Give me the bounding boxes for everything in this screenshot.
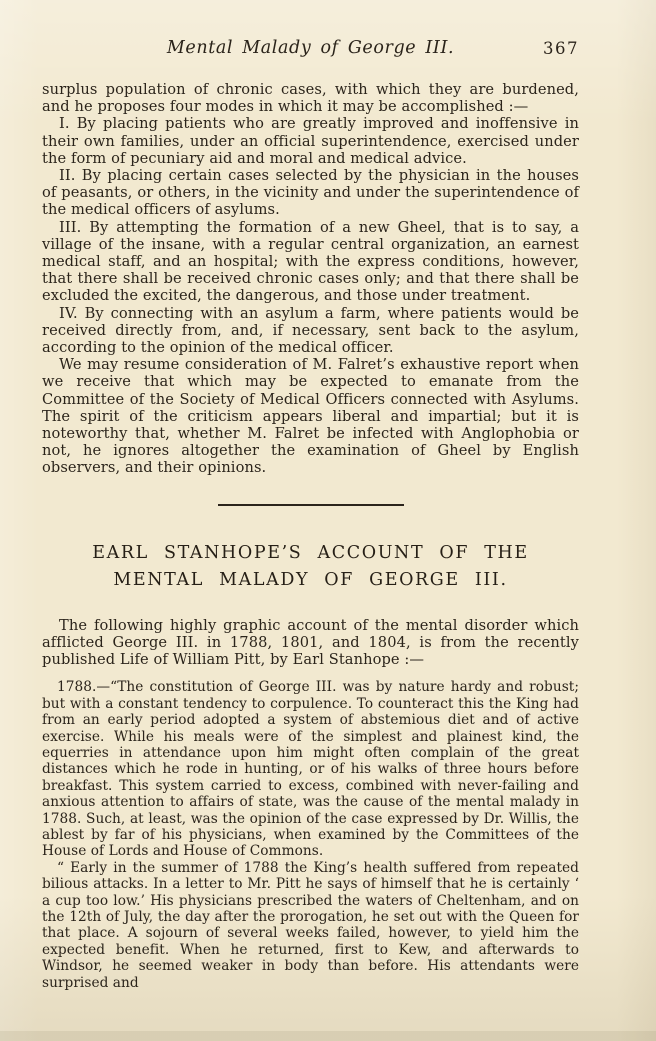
running-title: Mental Malady of George III. (166, 38, 455, 58)
falret-report-section (42, 81, 579, 477)
paragraph: II. By placing certain cases selected by the physician in the houses of peasants, or others, in the vicinity and under the superintendence of the medical officers of asylums. (42, 167, 579, 219)
paragraph: 1788.—“The constitution of George III. was by nature hardy and robust; but with a constant tendency to corpulence. To counteract this the King had from an early period adopted a system of abstemious diet and of active exercise. While his meals were of the simplest and plainest kind, the equerries in attendance upon him might often complain of the great distances which he rode in hunting, or of his walks of three hours before breakfast. This system carried to excess, combined with never-failing and anxious attention to affairs of state, was the cause of the mental malady in 1788. Such, at least, was the opinion of the case expressed by Dr. Willis, the ablest by far of his physicians, when examined by the Committees of the House of Lords and House of Commons. (42, 679, 579, 860)
section-heading (42, 540, 579, 594)
paragraph: The following highly graphic account of the mental disorder which afflicted George III. in 1788, 1801, and 1804, is from the recently published Life of William Pitt, by Earl Stanhope :— (42, 616, 579, 669)
stanhope-quote-section (42, 679, 579, 991)
paragraph: surplus population of chronic cases, with which they are burdened, and he proposes four modes in which it may be accomplished :— (42, 81, 579, 116)
page-number: 367 (543, 39, 579, 58)
section-heading-line1: EARL STANHOPE’S ACCOUNT OF THE (92, 542, 529, 563)
text-column (42, 0, 579, 991)
stanhope-intro-section (42, 617, 579, 669)
paragraph: We may resume consideration of M. Falret’s exhaustive report when we receive that which may be expected to emanate from the Committee of the Society of Medical Officers connected with Asylums. The spirit of the criticism appears liberal and impartial; but it is noteworthy that, whether M. Falret be infected with Anglophobia or not, he ignores altogether the examination of Gheel by English observers, and their opinions. (42, 356, 579, 477)
running-header (42, 38, 579, 64)
paragraph: IV. By connecting with an asylum a farm, where patients would be received directly from, and, if necessary, sent back to the asylum, according to the opinion of the medical officer. (42, 304, 579, 357)
paragraph: III. By attempting the formation of a new Gheel, that is to say, a village of the insane, with a regular central organization, an earnest medical staff, and an hospital; with the express conditions, however, that there shall be received chronic cases only; and that there shall be excluded the excited, the dangerous, and those under treatment. (42, 218, 579, 305)
section-heading-line2: MENTAL MALADY OF GEORGE III. (113, 569, 508, 590)
section-divider (218, 504, 404, 506)
paragraph: I. By placing patients who are greatly improved and inoffensive in their own families, under an official superintendence, exercised under the form of pecuniary aid and moral and medical advice. (42, 115, 579, 167)
paragraph: “ Early in the summer of 1788 the King’s health suffered from repeated bilious attacks. In a letter to Mr. Pitt he says of himself that he is certainly ‘ a cup too low.’ His physicians prescribed the waters of Cheltenham, and on the 12th of July, the day after the prorogation, he set out with the Queen for that place. A sojourn of several weeks failed, however, to yield him the expected benefit. When he returned, first to Kew, and afterwards to Windsor, he seemed weaker in body than before. His attendants were surprised and (42, 859, 579, 991)
